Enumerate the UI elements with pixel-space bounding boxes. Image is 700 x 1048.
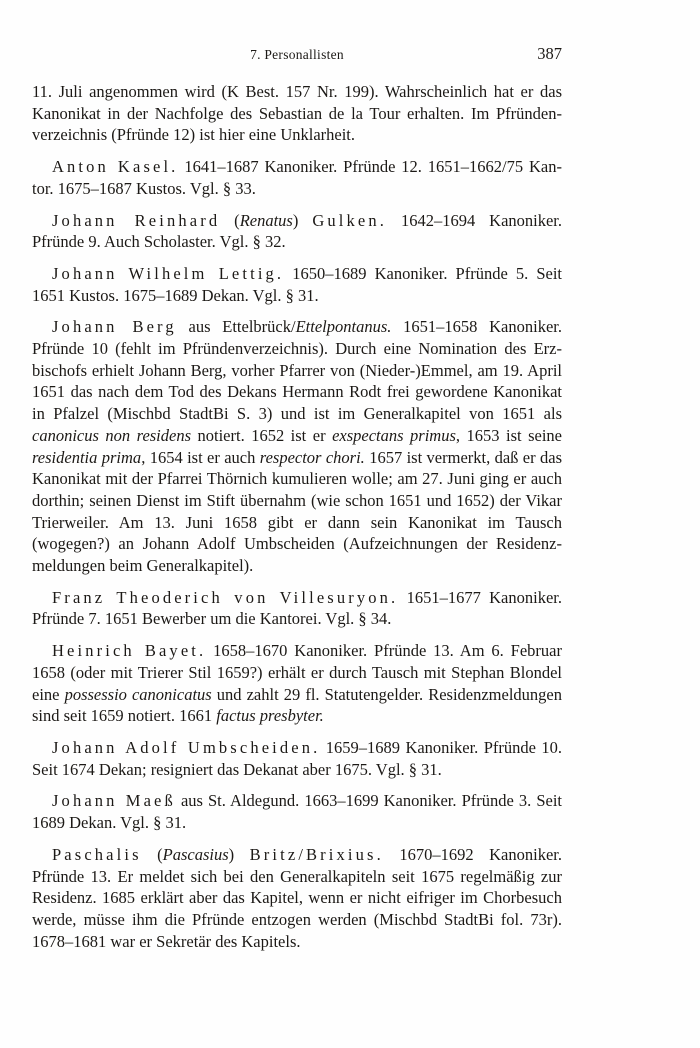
body-text: ) bbox=[292, 210, 313, 230]
person-name: Anton Kasel. bbox=[52, 157, 179, 177]
latin-term: Ettelpontanus. bbox=[295, 317, 392, 337]
paragraph bbox=[32, 844, 562, 953]
latin-term: respector chori. bbox=[259, 447, 365, 467]
body-text: ) bbox=[228, 844, 250, 864]
body-text: , 1654 ist er auch bbox=[141, 447, 260, 467]
body-text: 1658–1670 Kanoniker. Pfründe 13. Am 6. Februar 1658 (oder mit Trierer Stil 1659?) erhält er durch Tausch mit Stephan Blondel eine bbox=[32, 641, 562, 704]
body-text: , 1653 ist seine bbox=[455, 425, 562, 445]
body-text: ( bbox=[141, 844, 163, 864]
page-number: 387 bbox=[537, 44, 562, 63]
latin-term: canonicus non residens bbox=[32, 425, 192, 445]
body-text: 1651–1677 Kanoniker. Pfründe 7. 1651 Bewerber um die Kantorei. Vgl. § 34. bbox=[32, 587, 562, 629]
body-text: notiert. 1652 ist er bbox=[191, 425, 333, 445]
person-name: Johann Wilhelm Lettig. bbox=[52, 263, 285, 283]
running-header bbox=[32, 44, 562, 64]
paragraph bbox=[32, 156, 562, 199]
person-name: Johann Adolf Umbscheiden. bbox=[52, 737, 321, 757]
paragraph bbox=[32, 587, 562, 630]
person-name: Britz/Brixius. bbox=[249, 844, 384, 864]
paragraphs-container bbox=[32, 81, 562, 952]
body-text: 11. Juli angenommen wird (K Best. 157 Nr. 199). Wahrscheinlich hat er das Kanonikat in der Nachfolge des Sebastian de la Tour erhalten. Im Pfründenverzeichnis (Pfründe 12) ist hier eine Unklarheit. bbox=[32, 82, 562, 145]
latin-term: Pascasius bbox=[162, 844, 229, 864]
person-name: Franz Theoderich von Villesuryon. bbox=[52, 587, 399, 607]
latin-term: exspectans primus bbox=[332, 425, 456, 445]
body-text: 1650–1689 Kanoniker. Pfründe 5. Seit 1651 Kustos. 1675–1689 Dekan. Vgl. § 31. bbox=[32, 263, 562, 305]
latin-term: residentia prima bbox=[32, 447, 142, 467]
body-text: 1670–1692 Kanoniker. Pfründe 13. Er meldet sich bei den Generalkapiteln seit 1675 regelmäßig zur Residenz. 1685 erklärt aber das Kapitel, wenn er nicht eifriger im Chorbesuch werde, müsse ihm die Pfründe entzogen werden (Mischbd StadtBi fol. 73r). 1678–1681 war er Sekretär des Kapitels. bbox=[32, 844, 562, 951]
body-text: und zahlt 29 fl. Statutengelder. Residenzmeldungen sind seit 1659 notiert. 1661 bbox=[32, 684, 562, 726]
text-block bbox=[32, 44, 562, 952]
latin-term: Renatus bbox=[239, 210, 293, 230]
body-text: aus Ettelbrück/ bbox=[176, 317, 296, 337]
body-text: ( bbox=[220, 210, 240, 230]
body-text: 1651–1658 Kanoniker. Pfründe 10 (fehlt im Pfründenverzeichnis). Durch eine Nomination des Erzbischofs erhielt Johann Berg, vorher Pfarrer von (Nieder-)Emmel, am 19. April 1651 das nach dem Tod des Dekans Hermann Rodt frei gewordene Kanonikat in Pfalzel (Mischbd StadtBi S. 3) und ist im Generalkapitel von 1651 als bbox=[32, 317, 562, 424]
body-text: 1641–1687 Kanoniker. Pfründe 12. 1651–1662/75 Kantor. 1675–1687 Kustos. Vgl. § 33. bbox=[32, 157, 562, 198]
person-name: Gulken. bbox=[312, 210, 387, 230]
body-text: 1659–1689 Kanoniker. Pfründe 10. Seit 1674 Dekan; resigniert das Dekanat aber 1675. Vgl. § 31. bbox=[32, 737, 562, 779]
person-name: Johann Berg bbox=[52, 317, 177, 337]
paragraph bbox=[32, 316, 562, 576]
person-name: Johann Maeß bbox=[52, 791, 176, 811]
body-text: 1642–1694 Kanoniker. Pfründe 9. Auch Scholaster. Vgl. § 32. bbox=[32, 210, 563, 252]
person-name: Paschalis bbox=[52, 844, 142, 864]
latin-term: possessio canonicatus bbox=[64, 684, 212, 704]
body-text: 1657 ist vermerkt, daß er das Kanonikat mit der Pfarrei Thörnich kumulieren wolle; am 27. Juni ging er auch dorthin; seinen Dienst im Stift übernahm (wie schon 1651 und 1652) der Vikar Trierweiler. Am 13. Juni 1658 gibt er dann sein Kanonikat im Tausch (wogegen?) an Johann Adolf Umbscheiden (Aufzeichnungen der Residenzmeldungen beim Generalkapitel). bbox=[32, 447, 562, 576]
paragraph bbox=[32, 737, 562, 780]
person-name: Johann Reinhard bbox=[52, 210, 221, 230]
paragraph bbox=[32, 640, 562, 727]
section-title: 7. Personallisten bbox=[250, 47, 344, 62]
paragraph bbox=[32, 210, 562, 253]
latin-term: factus presbyter. bbox=[216, 706, 324, 726]
paragraph bbox=[32, 81, 562, 146]
body-text: aus St. Aldegund. 1663–1699 Kanoniker. Pfründe 3. Seit 1689 Dekan. Vgl. § 31. bbox=[32, 791, 562, 833]
paragraph bbox=[32, 790, 562, 833]
person-name: Heinrich Bayet. bbox=[52, 641, 207, 661]
paragraph bbox=[32, 263, 562, 306]
